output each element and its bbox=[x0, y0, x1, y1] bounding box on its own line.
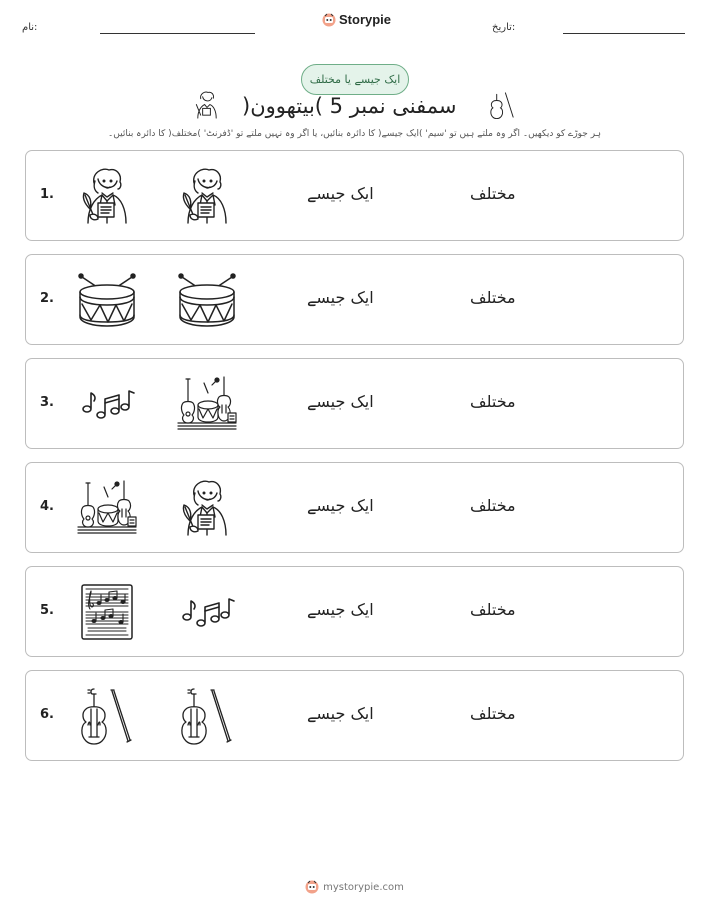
beethoven-icon bbox=[176, 165, 238, 227]
question-number: 3. bbox=[40, 395, 54, 410]
question-row bbox=[25, 254, 684, 345]
violin-icon bbox=[76, 685, 138, 747]
drum-icon bbox=[76, 269, 138, 331]
orchestra-instruments-icon bbox=[176, 373, 238, 435]
name-line bbox=[100, 33, 255, 34]
question-row bbox=[25, 462, 684, 553]
option-different[interactable]: مختلف bbox=[470, 496, 516, 515]
music-notes-icon bbox=[76, 373, 138, 435]
storypie-logo-icon bbox=[305, 880, 319, 894]
storypie-logo-icon bbox=[322, 13, 336, 27]
question-row bbox=[25, 670, 684, 761]
drum-icon bbox=[176, 269, 238, 331]
question-row bbox=[25, 566, 684, 657]
music-notes-icon bbox=[176, 581, 238, 643]
logo-text: Storypie bbox=[339, 12, 392, 27]
option-different[interactable]: مختلف bbox=[470, 392, 516, 411]
date-label: تاریخ: bbox=[492, 22, 516, 33]
question-row bbox=[25, 150, 684, 241]
option-same[interactable]: ایک جیسے bbox=[307, 600, 374, 619]
instructions: ہر جوڑے کو دیکھیں۔ اگر وہ ملتے ہیں تو 'سیم' )ایک جیسے( کا دائرہ بنائیں، یا اگر وہ نہیں ملتے تو 'ڈفرنٹ' )مختلف( کا دائرہ بنائیں۔ bbox=[108, 129, 601, 139]
option-different[interactable]: مختلف bbox=[470, 184, 516, 203]
option-same[interactable]: ایک جیسے bbox=[307, 496, 374, 515]
title-row bbox=[0, 90, 709, 124]
option-same[interactable]: ایک جیسے bbox=[307, 392, 374, 411]
worksheet-type-badge: ایک جیسے یا مختلف bbox=[301, 64, 409, 95]
question-number: 6. bbox=[40, 707, 54, 722]
question-number: 2. bbox=[40, 291, 54, 306]
beethoven-icon bbox=[176, 477, 238, 539]
beethoven-icon bbox=[192, 90, 222, 120]
footer-url[interactable]: mystorypie.com bbox=[323, 881, 404, 893]
question-number: 4. bbox=[40, 499, 54, 514]
option-different[interactable]: مختلف bbox=[470, 600, 516, 619]
date-line bbox=[563, 33, 685, 34]
name-label: نام: bbox=[22, 22, 38, 33]
option-same[interactable]: ایک جیسے bbox=[307, 184, 374, 203]
violin-icon bbox=[488, 90, 518, 120]
page-title: سمفنی نمبر 5 )بیتھوون( bbox=[242, 94, 457, 118]
question-number: 1. bbox=[40, 187, 54, 202]
sheet-music-icon bbox=[76, 581, 138, 643]
option-different[interactable]: مختلف bbox=[470, 288, 516, 307]
option-same[interactable]: ایک جیسے bbox=[307, 288, 374, 307]
footer bbox=[0, 880, 709, 894]
storypie-logo bbox=[322, 12, 391, 27]
question-number: 5. bbox=[40, 603, 54, 618]
option-different[interactable]: مختلف bbox=[470, 704, 516, 723]
violin-icon bbox=[176, 685, 238, 747]
option-same[interactable]: ایک جیسے bbox=[307, 704, 374, 723]
question-row bbox=[25, 358, 684, 449]
beethoven-icon bbox=[76, 165, 138, 227]
orchestra-instruments-icon bbox=[76, 477, 138, 539]
